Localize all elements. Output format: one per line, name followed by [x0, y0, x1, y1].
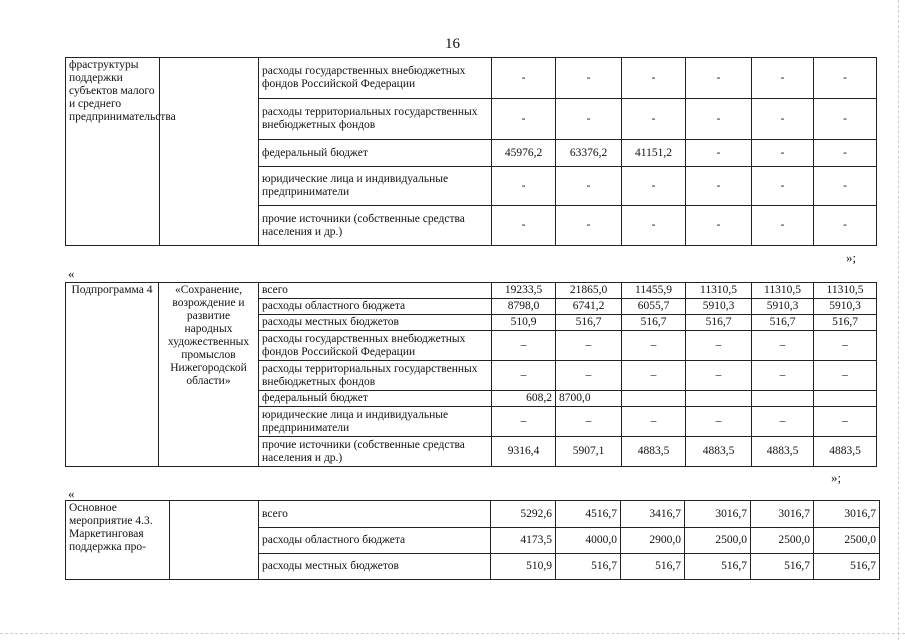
- table-main-event-4-3: [65, 500, 880, 580]
- value-cell: 516,7: [621, 554, 685, 580]
- row-label: расходы государственных внебюджетных фондов Российской Федерации: [259, 331, 492, 361]
- row-label: расходы территориальных государственных внебюджетных фондов: [259, 361, 492, 391]
- value-cell: -: [814, 140, 877, 167]
- value-cell: -: [492, 167, 556, 206]
- row-label: расходы местных бюджетов: [259, 315, 492, 331]
- value-cell: 5907,1: [556, 437, 622, 467]
- value-cell: –: [622, 361, 686, 391]
- page-number: 16: [445, 36, 460, 52]
- closing-quote: »;: [846, 250, 857, 265]
- value-cell: –: [814, 361, 877, 391]
- value-cell: -: [814, 167, 877, 206]
- value-cell: -: [686, 206, 752, 246]
- value-cell: –: [814, 407, 877, 437]
- value-cell: -: [556, 58, 622, 99]
- value-cell: -: [752, 167, 814, 206]
- value-cell: 21865,0: [556, 283, 622, 299]
- value-cell: 516,7: [686, 315, 752, 331]
- value-cell: 8700,0: [556, 391, 622, 407]
- value-cell: [686, 391, 752, 407]
- row-label: расходы областного бюджета: [259, 299, 492, 315]
- value-cell: 516,7: [556, 315, 622, 331]
- value-cell: -: [492, 99, 556, 140]
- row-label: федеральный бюджет: [259, 391, 492, 407]
- value-cell: 11310,5: [752, 283, 814, 299]
- row-label: прочие источники (собственные средства населения и др.): [259, 206, 492, 246]
- value-cell: [752, 391, 814, 407]
- main-event-title-cell: [170, 501, 259, 580]
- main-event-name-cell: Основное мероприятие 4.3. Маркетинговая поддержка про-: [66, 501, 170, 580]
- value-cell: –: [492, 407, 556, 437]
- row-label: юридические лица и индивидуальные предприниматели: [259, 407, 492, 437]
- value-cell: 3016,7: [685, 501, 751, 528]
- value-cell: -: [686, 167, 752, 206]
- value-cell: –: [556, 407, 622, 437]
- value-cell: –: [686, 407, 752, 437]
- value-cell: 4173,5: [491, 528, 556, 554]
- value-cell: 6741,2: [556, 299, 622, 315]
- value-cell: 3016,7: [751, 501, 814, 528]
- closing-quote: »;: [831, 470, 842, 485]
- value-cell: 4516,7: [556, 501, 621, 528]
- value-cell: 4000,0: [556, 528, 621, 554]
- program-title-cell: [160, 58, 259, 246]
- value-cell: –: [752, 361, 814, 391]
- row-label: всего: [259, 283, 492, 299]
- value-cell: –: [686, 361, 752, 391]
- value-cell: -: [622, 99, 686, 140]
- value-cell: 63376,2: [556, 140, 622, 167]
- value-cell: –: [622, 407, 686, 437]
- value-cell: 4883,5: [752, 437, 814, 467]
- value-cell: -: [686, 140, 752, 167]
- value-cell: 510,9: [492, 315, 556, 331]
- value-cell: -: [752, 140, 814, 167]
- value-cell: –: [622, 331, 686, 361]
- value-cell: 8798,0: [492, 299, 556, 315]
- value-cell: 2900,0: [621, 528, 685, 554]
- value-cell: -: [814, 99, 877, 140]
- subprogram-name-cell: Подпрограмма 4: [66, 283, 159, 467]
- value-cell: –: [752, 407, 814, 437]
- value-cell: 516,7: [751, 554, 814, 580]
- value-cell: –: [814, 331, 877, 361]
- value-cell: 4883,5: [686, 437, 752, 467]
- scan-guide-line: [0, 633, 905, 634]
- value-cell: -: [556, 206, 622, 246]
- program-name-cell: фраструктуры поддержки субъектов малого и среднего предпринимательства: [66, 58, 160, 246]
- row-label: расходы областного бюджета: [259, 528, 491, 554]
- value-cell: -: [686, 58, 752, 99]
- value-cell: -: [556, 99, 622, 140]
- value-cell: -: [814, 58, 877, 99]
- value-cell: 11455,9: [622, 283, 686, 299]
- row-label: расходы государственных внебюджетных фондов Российской Федерации: [259, 58, 492, 99]
- value-cell: -: [752, 58, 814, 99]
- value-cell: 516,7: [556, 554, 621, 580]
- value-cell: –: [686, 331, 752, 361]
- value-cell: 2500,0: [685, 528, 751, 554]
- value-cell: -: [556, 167, 622, 206]
- value-cell: 5910,3: [686, 299, 752, 315]
- value-cell: 516,7: [814, 315, 877, 331]
- value-cell: -: [622, 167, 686, 206]
- row-label: прочие источники (собственные средства населения и др.): [259, 437, 492, 467]
- row-label: федеральный бюджет: [259, 140, 492, 167]
- value-cell: -: [622, 58, 686, 99]
- value-cell: –: [556, 361, 622, 391]
- opening-quote: «: [68, 486, 75, 501]
- value-cell: 6055,7: [622, 299, 686, 315]
- value-cell: 9316,4: [492, 437, 556, 467]
- subprogram-title-cell: «Сохранение, возрождение и развитие народных художественных промыслов Нижегородской области»: [159, 283, 259, 467]
- row-label: юридические лица и индивидуальные предприниматели: [259, 167, 492, 206]
- value-cell: 510,9: [491, 554, 556, 580]
- value-cell: -: [752, 206, 814, 246]
- value-cell: 516,7: [752, 315, 814, 331]
- scan-guide-line: [898, 0, 899, 640]
- value-cell: 5910,3: [814, 299, 877, 315]
- value-cell: 516,7: [685, 554, 751, 580]
- value-cell: -: [492, 58, 556, 99]
- value-cell: -: [622, 206, 686, 246]
- row-label: расходы территориальных государственных внебюджетных фондов: [259, 99, 492, 140]
- row-label: расходы местных бюджетов: [259, 554, 491, 580]
- value-cell: -: [686, 99, 752, 140]
- value-cell: 3416,7: [621, 501, 685, 528]
- value-cell: –: [492, 361, 556, 391]
- value-cell: 45976,2: [492, 140, 556, 167]
- value-cell: 4883,5: [814, 437, 877, 467]
- value-cell: 19233,5: [492, 283, 556, 299]
- value-cell: 4883,5: [622, 437, 686, 467]
- value-cell: [814, 391, 877, 407]
- value-cell: -: [752, 99, 814, 140]
- value-cell: 516,7: [622, 315, 686, 331]
- value-cell: [622, 391, 686, 407]
- value-cell: –: [556, 331, 622, 361]
- table-infrastructure-support: [65, 57, 877, 246]
- value-cell: 516,7: [814, 554, 880, 580]
- table-subprogram-4: [65, 282, 877, 467]
- row-label: всего: [259, 501, 491, 528]
- value-cell: -: [492, 206, 556, 246]
- value-cell: 3016,7: [814, 501, 880, 528]
- value-cell: 11310,5: [814, 283, 877, 299]
- value-cell: –: [752, 331, 814, 361]
- value-cell: –: [492, 331, 556, 361]
- value-cell: 5910,3: [752, 299, 814, 315]
- value-cell: 2500,0: [814, 528, 880, 554]
- value-cell: 2500,0: [751, 528, 814, 554]
- value-cell: 5292,6: [491, 501, 556, 528]
- value-cell: -: [814, 206, 877, 246]
- opening-quote: «: [68, 266, 75, 281]
- value-cell: 11310,5: [686, 283, 752, 299]
- value-cell: 608,2: [492, 391, 556, 407]
- value-cell: 41151,2: [622, 140, 686, 167]
